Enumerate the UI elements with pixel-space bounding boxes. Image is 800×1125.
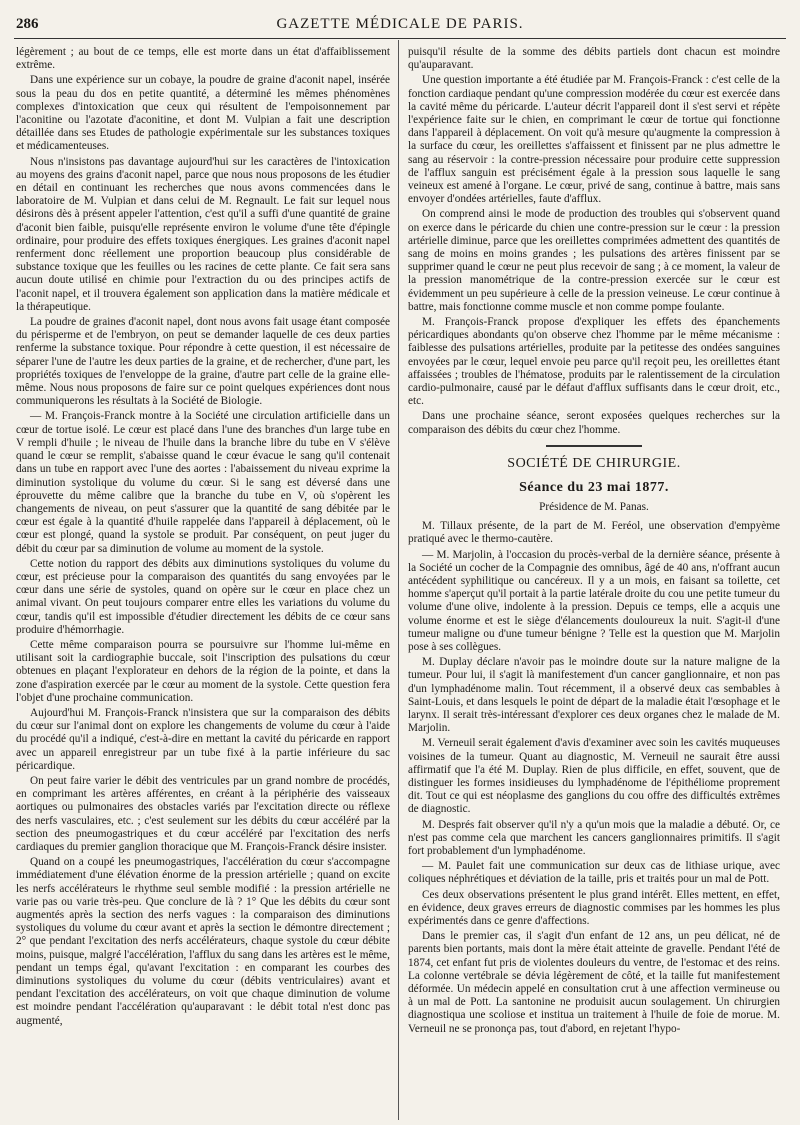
paragraph: M. Després fait observer qu'il n'y a qu'un mois que la maladie a débuté. Or, ce n'est pas comme cela que marchent les cancers ganglionnaires primitifs. Il s'agit fort probablement d'un lymphadénome. <box>408 818 780 857</box>
paragraph: Dans une expérience sur un cobaye, la poudre de graine d'aconit napel, insérée sous la peau du dos en petite quantité, a déterminé les mêmes phénomènes complexes d'intoxication que ceux qui résultent de l'empoisonnement par l'aconitine ou l'azotate d'aconitine, et dont M. Vulpian a fait une description détaillée dans ses Etudes de pathologie expérimentale sur les substances toxiques et médicamenteuses. <box>16 74 390 153</box>
header-rule <box>14 38 786 39</box>
paragraph: On peut faire varier le débit des ventricules par un grand nombre de procédés, en comprimant les artères afférentes, en créant à la périphérie des vaisseaux aortiques ou pulmonaires des obstacles variés par l'excitation directe ou réflexe des nerfs vasculaires, etc. ; c'est seulement sur les débits du cœur accéléré par la section des pneumogastriques et du cœur accéléré par l'excitation des nerfs cardiaques du premier ganglion thoracique que M. François-Franck désire insister. <box>16 774 390 853</box>
paragraph: Une question importante a été étudiée par M. François-Franck : c'est celle de la fonction cardiaque pendant qu'une compression modérée du cœur est exercée dans la cavité même du péricarde. L'auteur décrit l'appareil dont il s'est servi et répète l'expérience faite sur le chien, en comprimant le cœur de tortue qui fonctionne dans l'appareil à déplacement. On voit qu'à mesure qu'augmente la compression à la surface du cœur, les oreillettes s'affaissent et finissent par ne plus admettre le sang au réservoir : la contre-pression nécessaire pour produire cette suppression de l'afflux sanguin est précisément égale à la pression sous laquelle le sang veineux est amené à l'organe. Le cœur, privé de sang, continue à battre, mais sans envoyer d'ondées artérielles, faute d'afflux. <box>408 74 780 206</box>
paragraph: M. François-Franck propose d'expliquer les effets des épanchements péricardiques abondants qu'on observe chez l'homme par le même mécanisme : faiblesse des pulsations artérielles, produite par la petitesse des ondées sanguines envoyées par le cœur, lequel envoie peu parce qu'il reçoit peu, les oreillettes étant affaissées ; troubles de l'hématose, produits par le ralentissement de la circulation cardio-pulmonaire, causé par le défaut d'afflux suffisants dans le cœur droit, etc., etc. <box>408 316 780 408</box>
paragraph: Dans le premier cas, il s'agit d'un enfant de 12 ans, un peu délicat, né de parents bien portants, mais dont la mère était atteinte de gravelle. Pendant l'été de 1874, cet enfant fut pris de violentes douleurs du ventre, de l'estomac et des reins. La colonne vertébrale se dévia légèrement de côté, et la taille fut manifestement déformée. Un médecin appelé en consultation crut à une affection vermineuse ou à un mal de Pott. La santonine ne produisit aucun soulagement. Un chirurgien diagnostiqua une scoliose et institua un traitement à l'huile de foie de morue. M. Verneuil ne se prononça pas, tout d'abord, en rejetant l'hypo- <box>408 930 780 1035</box>
paragraph: légèrement ; au bout de ce temps, elle est morte dans un état d'affaiblissement extrême. <box>16 46 390 72</box>
paragraph: La poudre de graines d'aconit napel, dont nous avons fait usage étant composée du périsperme et de l'embryon, on peut se demander laquelle de ces deux parties renferme la substance toxique. Pour répondre à cette question, il est nécessaire de séparer l'une de l'autre les deux parties de la graine, et de rechercher, d'une part, les propriétés toxiques de l'enveloppe de la graine, d'autre part celle de la graine elle-même. Nous nous proposons de faire sur ce point quelques expériences dont nous communiquerons les résultats à la Société de Biologie. <box>16 316 390 408</box>
right-column-bottom <box>408 520 780 1036</box>
paragraph: Cette notion du rapport des débits aux diminutions systoliques du volume du cœur, est précieuse pour la comparaison des quantités du sang envoyées par le cœur dans une série de systoles, quand on opère sur le cœur en place chez un animal vivant. On peut toujours comparer entre elles les variations du volume du cœur, tandis qu'il est impossible d'étudier directement les débits de ce cœur sans produire d'hémorrhagie. <box>16 557 390 636</box>
left-column <box>16 46 390 1116</box>
paragraph: — M. Marjolin, à l'occasion du procès-verbal de la dernière séance, présente à la Société un cocher de la Compagnie des omnibus, âgé de 40 ans, n'offrant aucun antécédent syphilitique ou cancéreux. Il y a un mois, en faisant sa toilette, cet homme s'aperçut qu'il portait à la partie latérale droite du cou une petite tumeur du volume d'une olive, indolente à la pression. Depuis ce temps, elle a acquis une volume énorme et est le siège d'élancements douloureux la nuit. S'agit-il d'une tumeur maligne ou d'une tumeur bénigne ? Telle est la question que M. Marjolin pose à ses collègues. <box>408 548 780 653</box>
paragraph: Quand on a coupé les pneumogastriques, l'accélération du cœur s'accompagne immédiatement d'une élévation énorme de la pression artérielle ; quand on excite les nerfs accélérateurs le rhythme seul semble modifié : la pression artérielle ne varie pas ou varie très-peu. Que conclure de là ? 1° Que les débits du cœur sont augmentés après la section des nerfs vagues : la comparaison des diminutions systoliques du volume du cœur avant et après la section le démontre directement ; 2° que pendant l'excitation des nerfs accélérateurs, chaque systole du cœur débite moins, puisque, malgré l'accélération, l'afflux du sang dans les artères est le même, pendant un temps égal, qu'avant l'excitation : en comparant les courbes des diminutions systoliques du volume du cœur (débits ventriculaires) avant et pendant l'excitation des accélérateurs, on voit que chaque diminution de volume est moindre pendant l'accélération qu'auparavant : le débit total n'est donc pas augmenté, <box>16 856 390 1027</box>
paragraph: Dans une prochaine séance, seront exposées quelques recherches sur la comparaison des débits du cœur chez l'homme. <box>408 410 780 436</box>
paragraph: M. Verneuil serait également d'avis d'examiner avec soin les cavités muqueuses voisines de la tumeur. Quant au diagnostic, M. Verneuil ne saurait être aussi affirmatif que l'a été M. Duplay. Rien de plus difficile, en effet, souvent, que de distinguer les formes insidieuses du lymphadénome de l'épithéliome proprement dit. Tout ce qui est néoplasme des ganglions du cou offre des difficultés extrêmes de diagnostic. <box>408 737 780 816</box>
paragraph: M. Tillaux présente, de la part de M. Feréol, une observation d'empyème pratiqué avec le thermo-cautère. <box>408 520 780 546</box>
session-title: Séance du 23 mai 1877. <box>519 479 669 495</box>
paragraph: M. Duplay déclare n'avoir pas le moindre doute sur la nature maligne de la tumeur. Pour lui, il s'agit là manifestement d'un cancer ganglionnaire, et non pas d'un lymphadénome malin. Tout récemment, il a observé deux cas sembables à Saint-Louis, et dans lesquels le point de départ de la maladie était l'œsophage et le larynx. Il serait très-intéressant d'explorer ces deux organes chez le malade de M. Marjolin. <box>408 656 780 735</box>
presidence-line: Présidence de M. Panas. <box>539 500 649 513</box>
paragraph: Aujourd'hui M. François-Franck n'insistera que sur la comparaison des débits du cœur sur l'animal dont on explore les changements de volume du cœur à l'aide du procédé qu'il a indiqué, c'est-à-dire en mettant la cavité du péricarde en rapport avec un appareil enregistreur par un tube fixé à la partie inférieure du sac péricardique. <box>16 706 390 772</box>
paragraph: Cette même comparaison pourra se poursuivre sur l'homme lui-même en utilisant soit la cardiographie buccale, soit l'inscription des pulsations du cœur obtenues en plaçant l'explorateur en dehors de la région de la pointe, et dans la zone d'aspiration exercée par le cœur au moment de la systole. Cette question fera l'objet d'une prochaine communication. <box>16 638 390 704</box>
section-rule <box>546 445 642 447</box>
paragraph: puisqu'il résulte de la somme des débits partiels dont chacun est moindre qu'auparavant. <box>408 46 780 72</box>
journal-title: GAZETTE MÉDICALE DE PARIS. <box>276 16 524 32</box>
section-title: SOCIÉTÉ DE CHIRURGIE. <box>507 455 681 471</box>
paragraph: Nous n'insistons pas davantage aujourd'hui sur les caractères de l'intoxication au moyens des grains d'aconit napel, parce que nous nous proposons de les étudier en détail en continuant les recherches que nous avons commencées dans le laboratoire de M. Vulpian et dans celui de M. Regnault. Le fait sur lequel nous désirons dès à présent appeler l'attention, c'est qu'il a suffi d'une quantité de graine d'aconit bien faible, puisqu'elle représente environ le volume d'une tête d'épingle ordinaire, pour produire des effets toxiques énergiques. Les graines d'aconit napel renferment donc réellement une proportion beaucoup plus considérable de substance toxique que les feuilles ou les racines de cette plante. Ce fait sera sans aucun doute utilisé en chimie pour l'extraction du ou des principes actifs de l'aconit napel, et il trouvera également son application dans la matière médicale et la thérapeutique. <box>16 155 390 313</box>
column-divider <box>398 40 399 1120</box>
right-column <box>408 46 780 1116</box>
paragraph: — M. Paulet fait une communication sur deux cas de lithiase urique, avec coliques néphrétiques et déviation de la taille, pris et traités pour un mal de Pott. <box>408 860 780 886</box>
paragraph: On comprend ainsi le mode de production des troubles qui s'observent quand on exerce dans le péricarde du chien une contre-pression sur le cœur : la pression artérielle diminue, parce que les oreillettes comprimées admettent des quantités de sang de moins en moins grandes ; les pulsations des artères finissent par se supprimer quand le cœur ne peut plus recevoir de sang ; à ce moment, la valeur de la pression manométrique de la contre-pression exercée sur le cœur est évidemment un peu supérieure à celle de la pression veineuse. Le cœur continue à battre, mais fonctionne comme muscle et non comme pompe foulante. <box>408 208 780 313</box>
page-header <box>14 13 786 35</box>
right-column-top <box>408 46 780 437</box>
paragraph: Ces deux observations présentent le plus grand intérêt. Elles mettent, en effet, en évidence, deux graves erreurs de diagnostic commises par les hommes les plus expérimentés dans ce genre d'affections. <box>408 888 780 927</box>
page-number: 286 <box>16 16 39 32</box>
paragraph: — M. François-Franck montre à la Société une circulation artificielle dans un cœur de tortue isolé. Le cœur est placé dans l'une des branches d'un large tube en V rempli d'huile ; le niveau de l'huile dans la branche libre du tube en V s'élève quand le cœur se remplit, s'abaisse quand le cœur évacue le sang qu'il contenait dans un tube en rapport avec l'une des aortes : l'abaissement du niveau exprime la diminution systolique du volume du cœur. Si le sang est déversé dans une éprouvette du même calibre que la branche du tube en V, où s'opèrent les changements de niveau, on peut s'assurer que la quantité de sang débitée par le cœur est égale à la quantité d'huile rappelée dans l'appareil à déplacement, où le cœur est plongé, quand la systole se produit. Par conséquent, on peut juger du débit du cœur par sa diminution de volume au moment de la systole. <box>16 410 390 555</box>
